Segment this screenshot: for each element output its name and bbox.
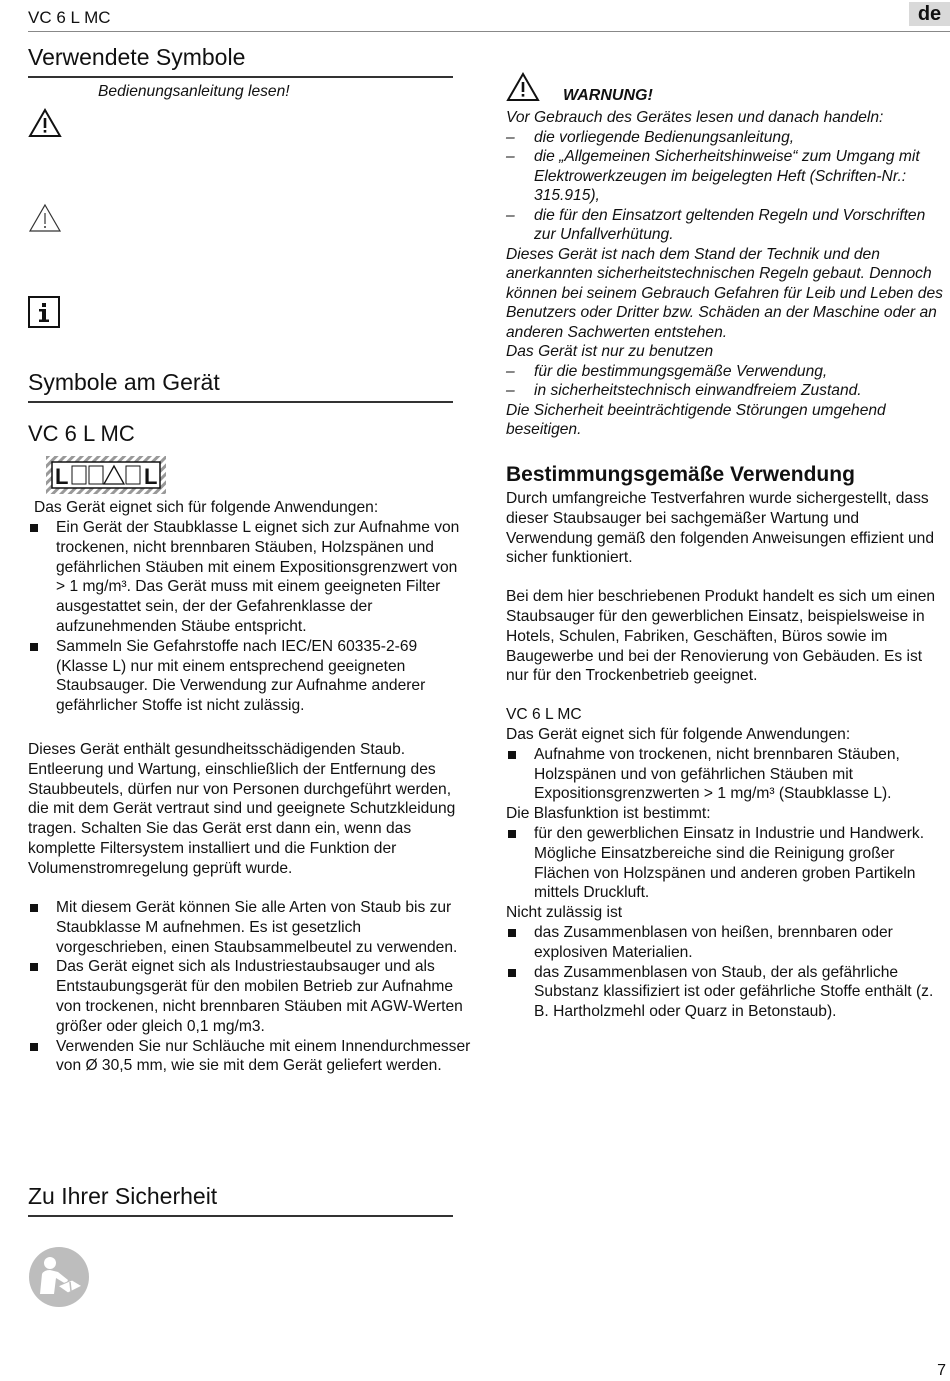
read-manual-text: Bedienungsanleitung lesen! bbox=[98, 83, 290, 100]
warning-title: WARNUNG! bbox=[563, 87, 653, 104]
list-item: Verwenden Sie nur Schläuche mit einem Innendurchmesser von Ø 30,5 mm, wie sie mit dem Gerät geliefert werden. bbox=[28, 1037, 472, 1077]
intended-paragraph-2: Bei dem hier beschriebenen Produkt handelt es sich um einen Staubsauger für den gewerblichen Einsatz, beispielsweise in Hotels, Schulen, Fabriken, Geschäften, Büros sowie im Baugewerbe und bei der Renovierung von Gebäuden. Es ist nur für den Trockenbetrieb geeignet. bbox=[506, 588, 936, 685]
list-item: – die „Allgemeinen Sicherheitshinweise“ zum Umgang mit Elektrowerkzeugen im beigelegten Heft (Schriften-Nr.: 315.915), bbox=[506, 147, 948, 206]
heading-intended-use: Bestimmungsgemäße Verwendung bbox=[506, 463, 855, 486]
warning-list bbox=[506, 128, 948, 245]
list-item: das Zusammenblasen von Staub, der als gefährliche Substanz klassifiziert ist oder gefährliche Stoffe enthält (z. B. Hartholzmehl oder Quarz in Betonstaub). bbox=[506, 963, 948, 1022]
list-item: für den gewerblichen Einsatz in Industrie und Handwerk. Mögliche Einsatzbereiche sind die Reinigung großer Flächen von Holzspänen und anderen groben Partikeln mittels Druckluft. bbox=[506, 824, 948, 903]
heading-safety: Zu Ihrer Sicherheit bbox=[28, 1183, 218, 1209]
svg-text:L: L bbox=[144, 464, 158, 489]
list-item: – in sicherheitstechnisch einwandfreiem Zustand. bbox=[506, 381, 948, 401]
intended-paragraph-1: Durch umfangreiche Testverfahren wurde sichergestellt, dass dieser Staubsauger bei sachgemäßer Wartung und Verwendung gemäß den folgenden Anweisungen effizient und sicher funktioniert. bbox=[506, 490, 934, 567]
uses-list bbox=[506, 745, 948, 804]
notes-list bbox=[28, 898, 472, 1076]
list-item: – die für den Einsatzort geltenden Regeln und Vorschriften zur Unfallverhütung. bbox=[506, 206, 948, 245]
list-item: Aufnahme von trockenen, nicht brennbaren Stäuben, Holzspänen und von gefährlichen Stäuben mit Expositionsgrenzwerten > 1 mg/m³ (Staubklasse L). bbox=[506, 745, 948, 804]
svg-text:L: L bbox=[55, 464, 69, 489]
heading-used-symbols: Verwendete Symbole bbox=[28, 44, 246, 70]
warning-icon bbox=[28, 108, 62, 143]
read-manual-icon bbox=[28, 1246, 90, 1313]
list-item: das Zusammenblasen von heißen, brennbaren oder explosiven Materialien. bbox=[506, 923, 948, 963]
not-allowed-list bbox=[506, 923, 948, 1022]
dust-paragraph: Dieses Gerät enthält gesundheitsschädigenden Staub. Entleerung und Wartung, einschließlich der Entfernung des Staubbeutels, dürfen nur von Personen durchgeführt werden, die mit dem Gerät vertraut sind und geeignete Schutzkleidung tragen. Schalten Sie das Gerät erst dann ein, wenn das komplette Filtersystem installiert und die Funktion der Volumenstromregelung geprüft wurde. bbox=[28, 741, 456, 877]
fault-paragraph: Die Sicherheit beeinträchtigende Störungen umgehend beseitigen. bbox=[506, 401, 886, 438]
heading-rule bbox=[28, 76, 453, 78]
caution-icon bbox=[28, 203, 62, 238]
warning-paragraph: Dieses Gerät ist nach dem Stand der Technik und den anerkannten sicherheitstechnischen Regeln gebaut. Dennoch können bei seinem Gebrauch Gefahren für Leib und Leben des Benutzers oder Dritter bzw. Schäden an der Maschine oder an anderen Sachwerten entstehen. bbox=[506, 245, 943, 341]
not-allowed-text: Nicht zulässig ist bbox=[506, 904, 623, 922]
model-label: VC 6 L MC bbox=[506, 706, 582, 724]
warning-block bbox=[506, 108, 948, 440]
running-header: VC 6 L MC bbox=[28, 8, 111, 27]
use-only-text: Das Gerät ist nur zu benutzen bbox=[506, 343, 714, 360]
list-item: Mit diesem Gerät können Sie alle Arten von Staub bis zur Staubklasse M aufnehmen. Es ist gesetzlich vorgeschrieben, einen Staubsammelbeutel zu verwenden. bbox=[28, 898, 472, 957]
header-rule bbox=[28, 31, 950, 32]
heading-device-symbols: Symbole am Gerät bbox=[28, 369, 220, 395]
warning-icon bbox=[506, 72, 540, 107]
list-item: – für die bestimmungsgemäße Verwendung, bbox=[506, 362, 948, 382]
language-badge: de bbox=[909, 2, 950, 26]
warning-intro: Vor Gebrauch des Gerätes lesen und danach handeln: bbox=[506, 109, 884, 126]
info-icon bbox=[28, 296, 60, 333]
page-number: 7 bbox=[937, 1362, 946, 1379]
list-item: Das Gerät eignet sich als Industriestaubsauger und als Entstaubungsgerät für den mobilen Betrieb zur Aufnahme von trockenen, nicht brennbaren Stäuben mit AGW-Werten größer oder gleich 0,1 mg/m3. bbox=[28, 957, 472, 1036]
uses-intro: Das Gerät eignet sich für folgende Anwendungen: bbox=[506, 725, 851, 743]
intended-block bbox=[506, 489, 948, 1022]
use-list bbox=[506, 362, 948, 401]
list-item: – die vorliegende Bedienungsanleitung, bbox=[506, 128, 948, 148]
model-heading: VC 6 L MC bbox=[28, 421, 135, 446]
list-item: Ein Gerät der Staubklasse L eignet sich zur Aufnahme von trockenen, nicht brennbaren Stäuben, Holzspänen und gefährlichen Stäuben mit einem Expositionsgrenzwert von > 1 mg/m³. Das Gerät muss mit einem geeigneten Filter ausgestattet sein, der der Gefahrenklasse der aufzunehmenden Stäube entspricht. bbox=[28, 518, 470, 637]
blow-list bbox=[506, 824, 948, 903]
heading-rule bbox=[28, 1215, 453, 1217]
heading-rule bbox=[28, 401, 453, 403]
dust-class-label-icon bbox=[46, 456, 166, 499]
list-item: Sammeln Sie Gefahrstoffe nach IEC/EN 60335-2-69 (Klasse L) nur mit einem entsprechend geeigneten Staubsauger. Die Verwendung zur Aufnahme anderer gefährlicher Stoffe ist nicht zulässig. bbox=[28, 637, 470, 716]
uses-intro: Das Gerät eignet sich für folgende Anwendungen: bbox=[34, 499, 379, 516]
blow-intro: Die Blasfunktion ist bestimmt: bbox=[506, 805, 711, 823]
uses-list bbox=[28, 518, 470, 716]
